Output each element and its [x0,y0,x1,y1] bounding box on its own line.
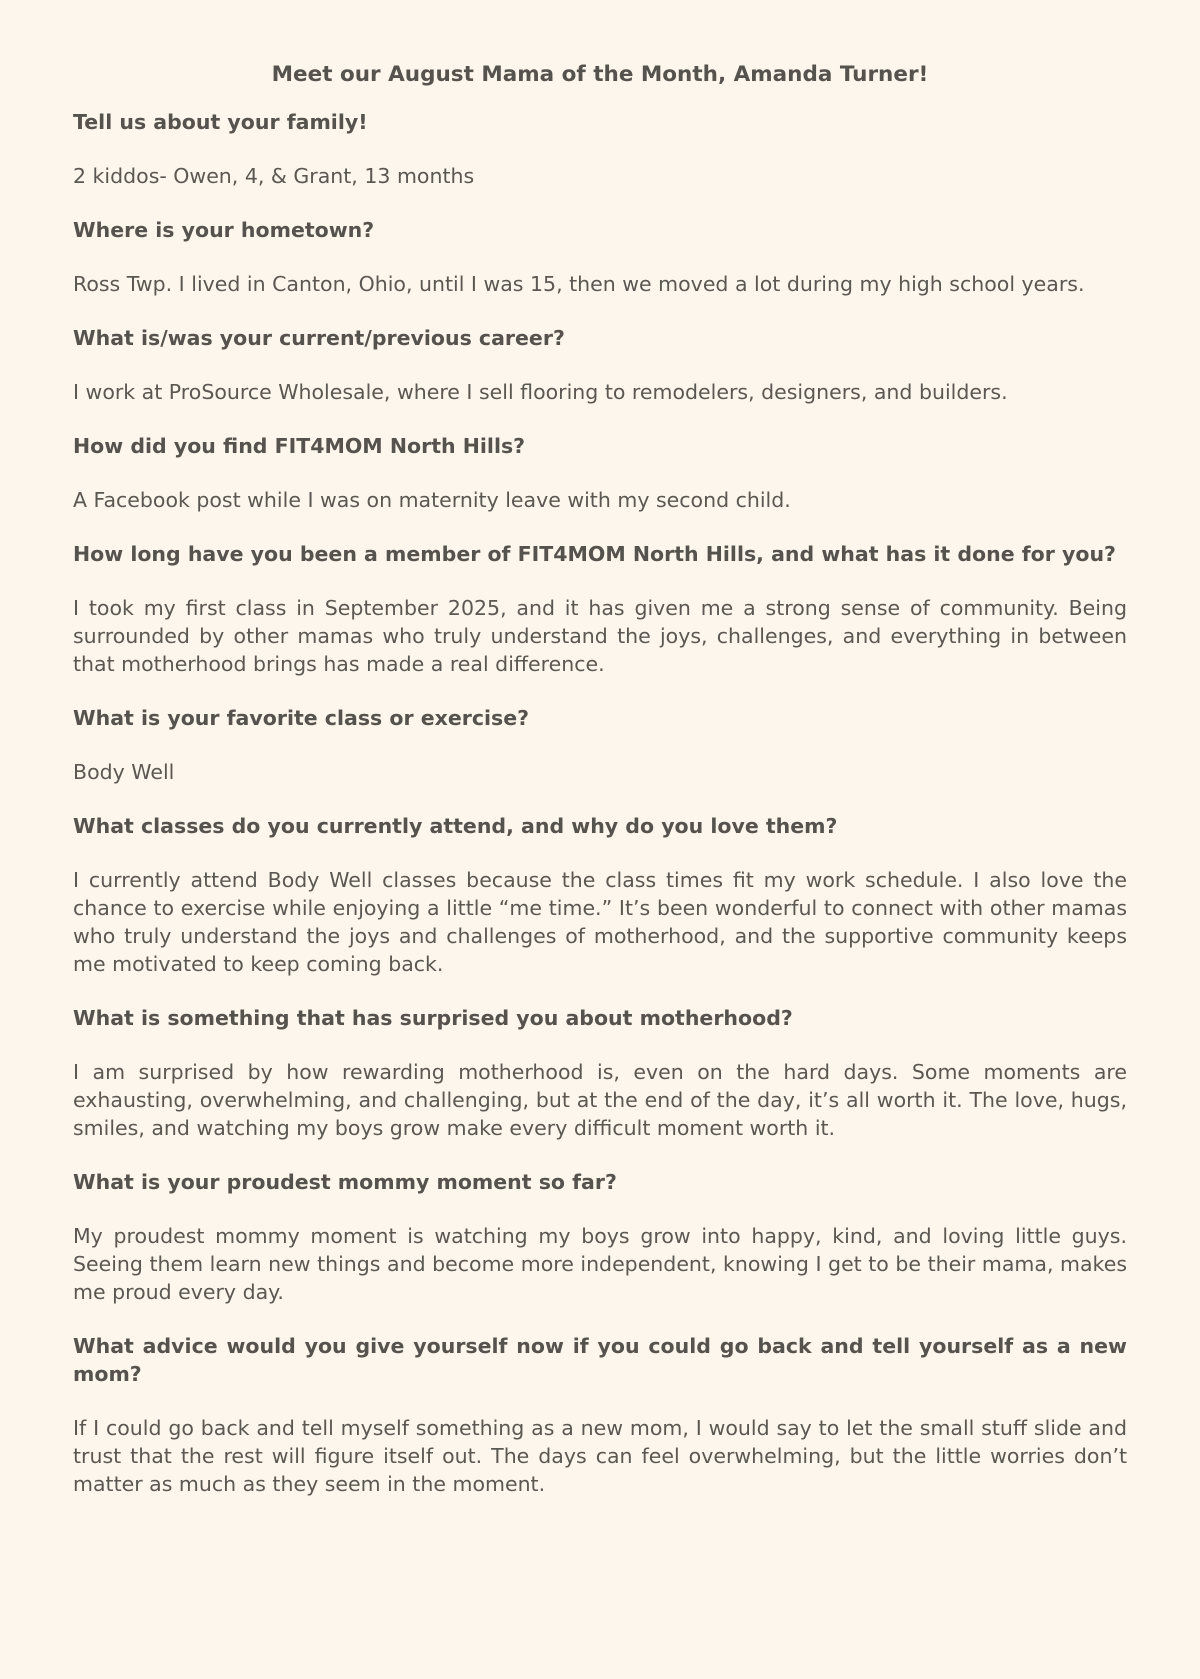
qa-block [73,540,1127,678]
article [73,58,1127,1524]
question: What is your proudest mommy moment so far? [73,1170,617,1194]
answer: I work at ProSource Wholesale, where I sell flooring to remodelers, designers, and builders. [73,380,1008,404]
question: What classes do you currently attend, and why do you love them? [73,814,838,838]
qa-block [73,216,1127,298]
answer: I am surprised by how rewarding motherhood is, even on the hard days. Some moments are exhausting, overwhelming, and challenging, but at the end of the day, it’s all worth it. The love, hugs, smiles, and watching my boys grow make every difficult moment worth it. [73,1060,1127,1140]
question: How long have you been a member of FIT4MOM North Hills, and what has it done for you? [73,542,1116,566]
answer: My proudest mommy moment is watching my boys grow into happy, kind, and loving little guys. Seeing them learn new things and become more independent, knowing I get to be their mama, makes me proud every day. [73,1224,1127,1304]
qa-block [73,1332,1127,1498]
answer: Ross Twp. I lived in Canton, Ohio, until I was 15, then we moved a lot during my high school years. [73,272,1085,296]
question: How did you find FIT4MOM North Hills? [73,434,526,458]
answer: 2 kiddos- Owen, 4, & Grant, 13 months [73,164,475,188]
question: Where is your hometown? [73,218,375,242]
answer: A Facebook post while I was on maternity leave with my second child. [73,488,791,512]
qa-block [73,1004,1127,1142]
question: What is something that has surprised you about motherhood? [73,1006,793,1030]
qa-block [73,812,1127,978]
qa-block [73,704,1127,786]
answer: If I could go back and tell myself something as a new mom, I would say to let the small stuff slide and trust that the rest will figure itself out. The days can feel overwhelming, but the little worries don’t matter as much as they seem in the moment. [73,1416,1127,1496]
qa-block [73,324,1127,406]
answer: I took my first class in September 2025, and it has given me a strong sense of community. Being surrounded by other mamas who truly understand the joys, challenges, and everything in between that motherhood brings has made a real difference. [73,596,1127,676]
qa-block [73,108,1127,190]
question: What is/was your current/previous career? [73,326,565,350]
qa-block [73,432,1127,514]
question: Tell us about your family! [73,110,368,134]
question: What advice would you give yourself now if you could go back and tell yourself as a new mom? [73,1334,1127,1386]
page-title: Meet our August Mama of the Month, Amanda Turner! [271,62,929,87]
qa-block [73,1168,1127,1306]
answer: I currently attend Body Well classes because the class times fit my work schedule. I also love the chance to exercise while enjoying a little “me time.” It’s been wonderful to connect with other mamas who truly understand the joys and challenges of motherhood, and the supportive community keeps me motivated to keep coming back. [73,868,1127,976]
question: What is your favorite class or exercise? [73,706,530,730]
answer: Body Well [73,760,175,784]
